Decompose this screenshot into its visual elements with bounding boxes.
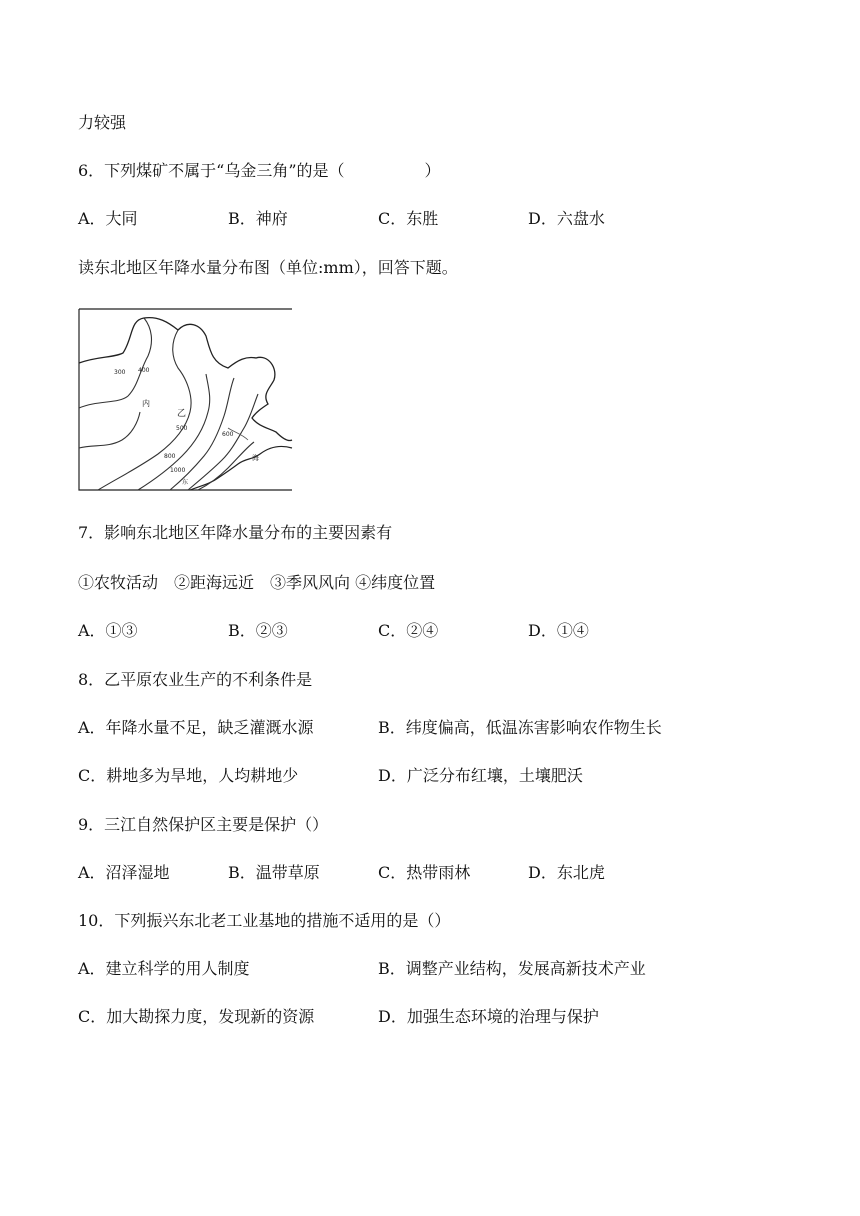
q7-option-d: D．①④ — [528, 621, 589, 640]
map-label-600: 600 — [222, 431, 234, 438]
question-7-stem: 7．影响东北地区年降水量分布的主要因素有 — [78, 523, 393, 542]
q9-option-a: A．沼泽湿地 — [78, 863, 170, 882]
question-8-stem: 8．乙平原农业生产的不利条件是 — [78, 670, 313, 689]
map-label-dong: 东 — [182, 479, 189, 486]
map-intro-text: 读东北地区年降水量分布图（单位:mm），回答下题。 — [78, 258, 458, 277]
carry-over-text: 力较强 — [78, 113, 127, 132]
map-label-sea: 海 — [252, 454, 259, 462]
question-10-stem: 10．下列振兴东北老工业基地的措施不适用的是（） — [78, 911, 451, 930]
q7-factor-list: ①农牧活动 ②距海远近 ③季风风向 ④纬度位置 — [78, 573, 436, 592]
precipitation-map — [78, 308, 294, 492]
q9-option-d: D．东北虎 — [528, 863, 605, 882]
map-label-300: 300 — [114, 369, 126, 376]
q8-option-b: B．纬度偏高，低温冻害影响农作物生长 — [378, 718, 662, 737]
q8-option-a: A．年降水量不足，缺乏灌溉水源 — [78, 718, 314, 737]
q8-option-c: C．耕地多为旱地，人均耕地少 — [78, 766, 299, 785]
question-6-stem: 6．下列煤矿不属于“乌金三角”的是（ ） — [78, 161, 441, 180]
q7-option-b: B．②③ — [228, 621, 288, 640]
q9-option-c: C．热带雨林 — [378, 863, 471, 882]
q10-option-c: C．加大勘探力度，发现新的资源 — [78, 1007, 315, 1026]
q7-option-c: C．②④ — [378, 621, 439, 640]
q7-option-a: A．①③ — [78, 621, 138, 640]
q6-option-c: C．东胜 — [378, 209, 439, 228]
q9-option-b: B．温带草原 — [228, 863, 320, 882]
precipitation-map-figure — [78, 308, 294, 492]
q10-option-d: D．加强生态环境的治理与保护 — [378, 1007, 599, 1026]
q6-option-b: B．神府 — [228, 209, 288, 228]
q8-option-d: D．广泛分布红壤，土壤肥沃 — [378, 766, 583, 785]
map-label-1000: 1000 — [170, 467, 186, 474]
question-9-stem: 9．三江自然保护区主要是保护（） — [78, 815, 329, 834]
map-label-800: 800 — [164, 453, 176, 460]
q10-option-b: B．调整产业结构，发展高新技术产业 — [378, 959, 646, 978]
q6-option-d: D．六盘水 — [528, 209, 605, 228]
map-label-yi: 乙 — [177, 409, 187, 419]
map-label-400: 400 — [138, 367, 150, 374]
q10-option-a: A．建立科学的用人制度 — [78, 959, 250, 978]
q6-option-a: A．大同 — [78, 209, 138, 228]
map-label-nei: 内 — [142, 399, 150, 408]
map-label-500: 500 — [176, 425, 188, 432]
